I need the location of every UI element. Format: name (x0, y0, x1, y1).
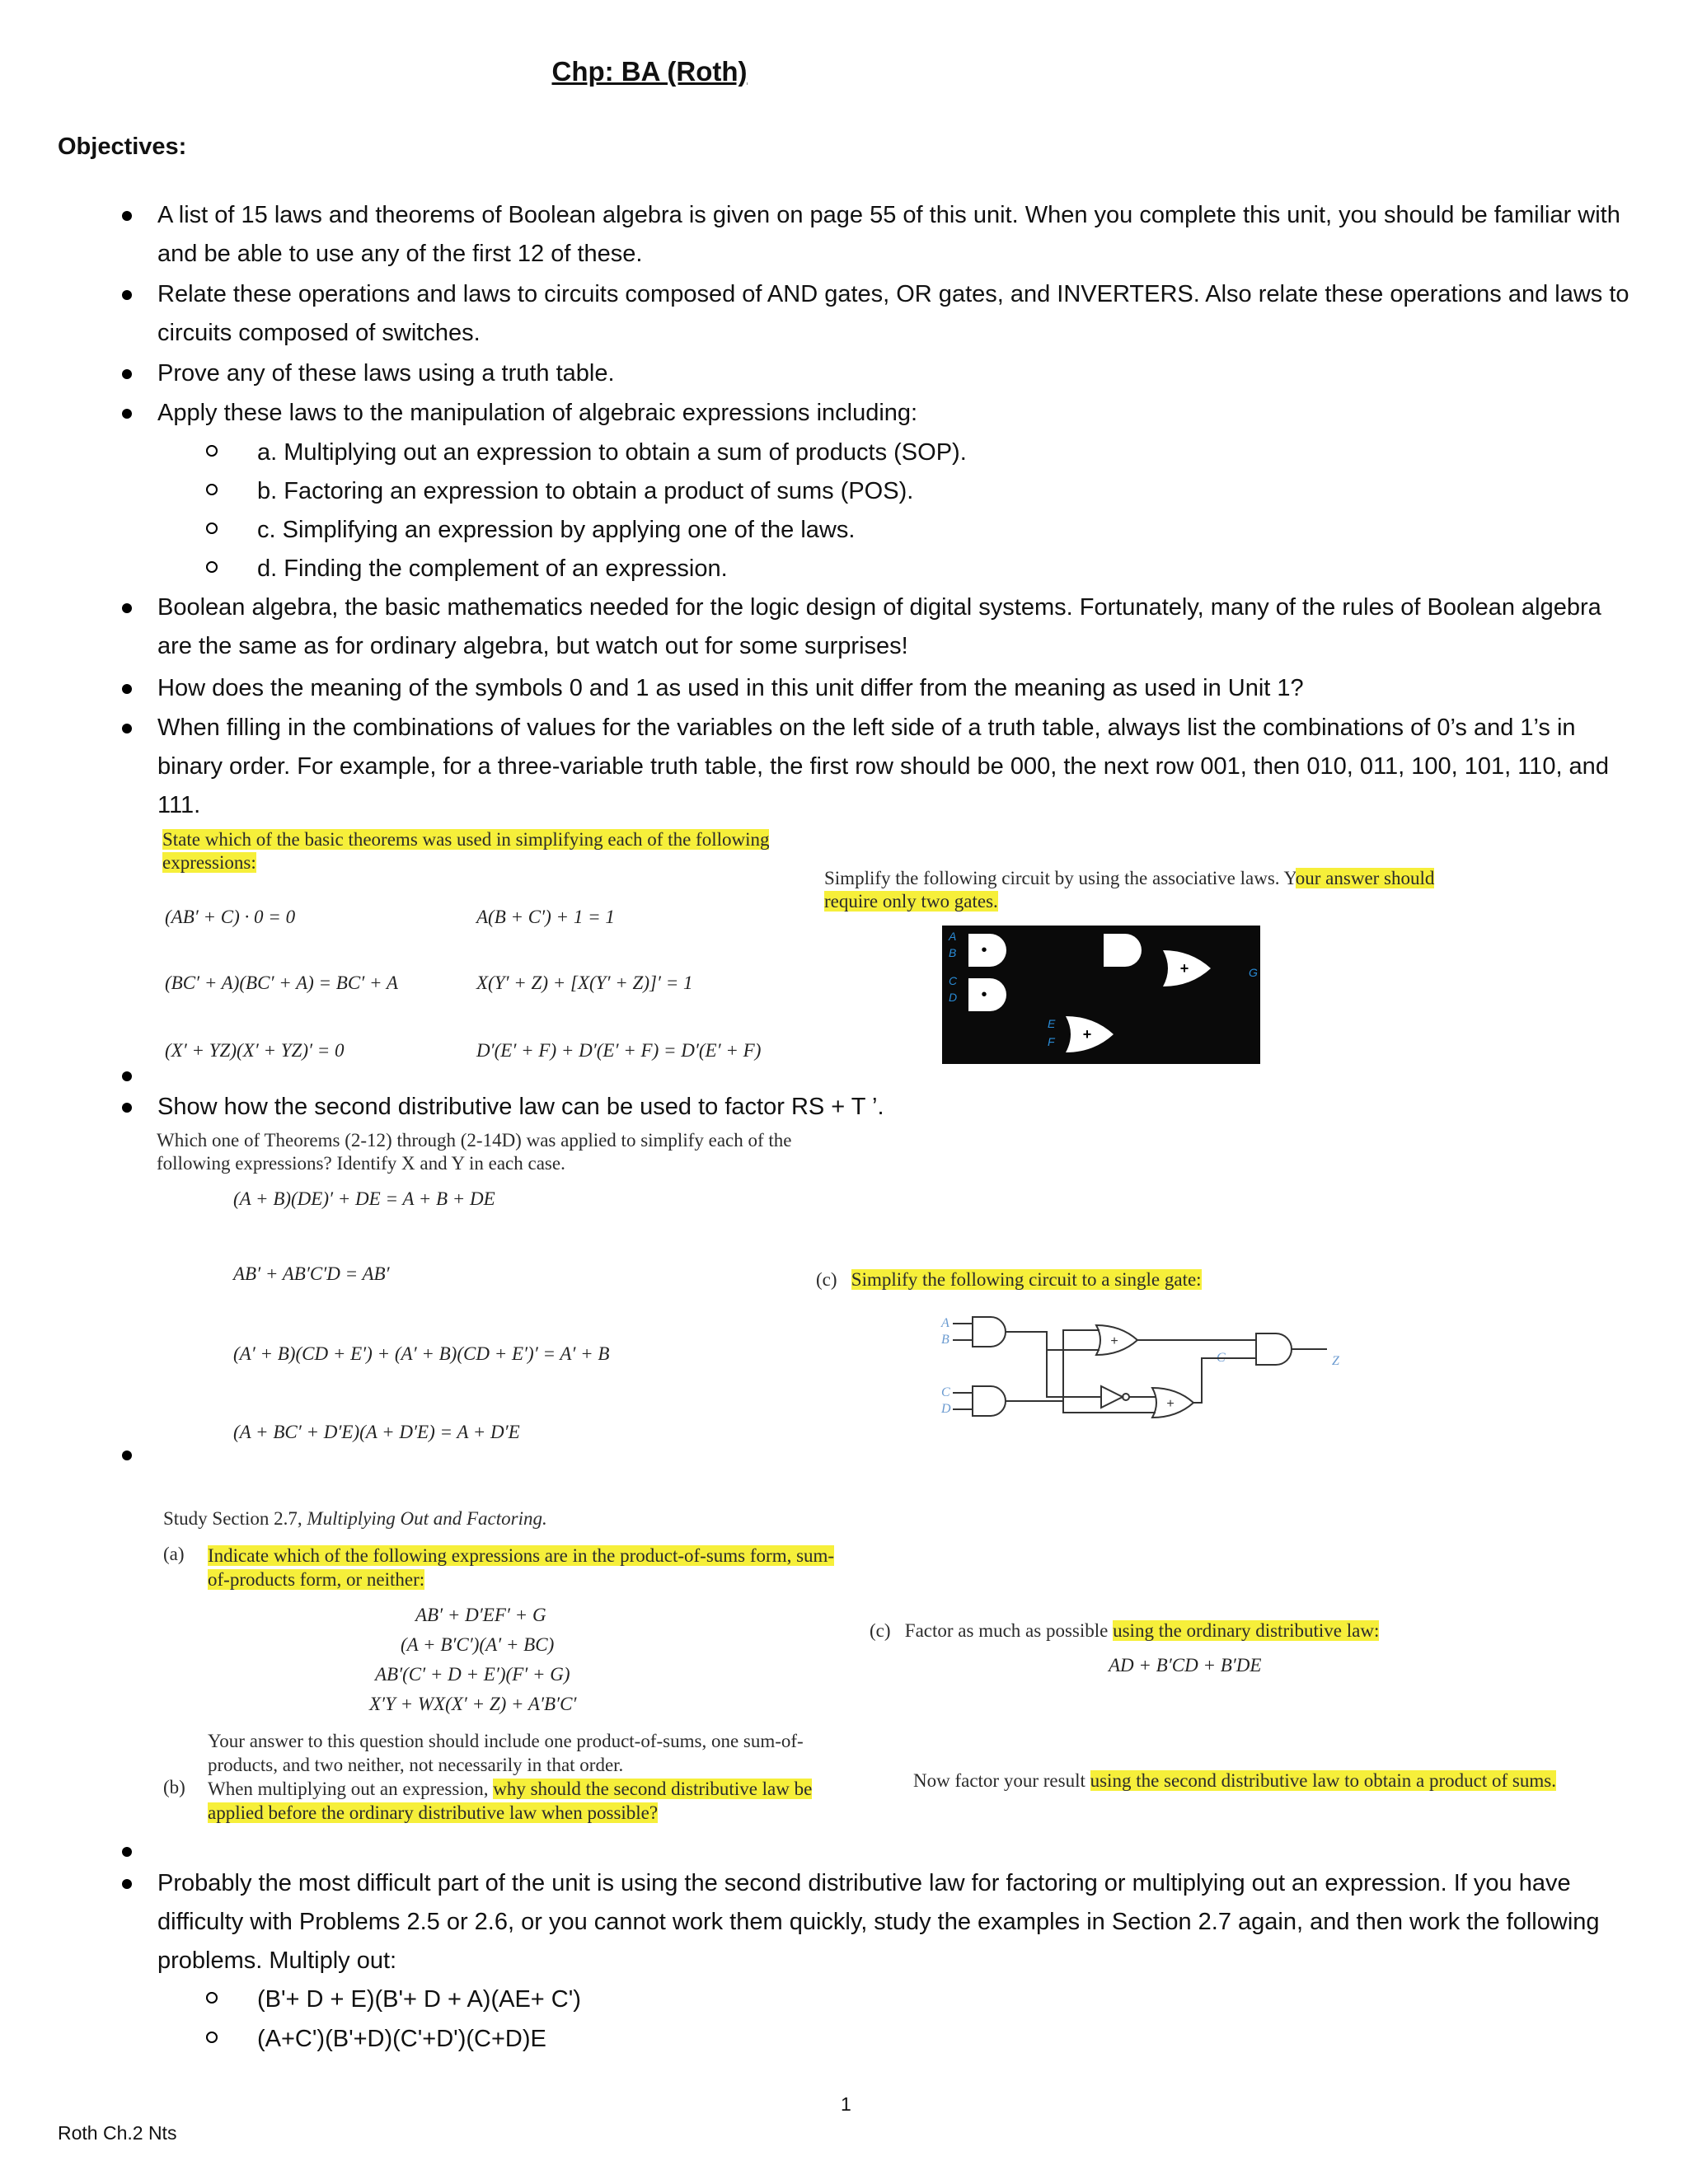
part-label: (c) (816, 1269, 837, 1290)
expression: AB′(C′ + D + E′)(F′ + G) (375, 1664, 570, 1685)
circuit-prompt-highlight: Simplify the following circuit to a single gate: (851, 1269, 1202, 1290)
part-c-text: Factor as much as possible (904, 1620, 1114, 1641)
bullet-text: Show how the second distributive law can be used to factor RS + T ’. (157, 1094, 884, 1120)
sub-item-text: d. Finding the complement of an expression. (257, 555, 728, 582)
input-label: A (941, 1316, 950, 1330)
factor-highlight: using the second distributive law to obtain a product of sums. (1090, 1770, 1556, 1791)
expression: AD + B′CD + B′DE (1109, 1655, 1262, 1675)
input-label: C (1217, 1351, 1226, 1365)
and-gate-icon (968, 934, 1006, 967)
part-c-highlight: using the ordinary distributive law: (1113, 1620, 1380, 1641)
factor-text: Now factor your result (913, 1770, 1090, 1791)
bullet-text: Relate these operations and laws to circuits composed of AND gates, OR gates, and INVERTERS. Also relate these operations and laws to circuits composed of switches. (157, 281, 1629, 346)
output-label: Z (1332, 1354, 1339, 1368)
expression: D′(E′ + F) + D′(E′ + F) = D′(E′ + F) (476, 1040, 762, 1061)
bullet-text: Prove any of these laws using a truth table. (157, 360, 615, 387)
bullet-text: Boolean algebra, the basic mathematics needed for the logic design of digital systems. Fortunately, many of the rules of Boolean algebra are the same as for ordinary algebra, but watch out for some surprises! (157, 594, 1601, 659)
bullet-icon (122, 724, 132, 733)
svg-text:+: + (1166, 1397, 1175, 1411)
sub-item-text: (B'+ D + E)(B'+ D + A)(AE+ C') (257, 1986, 581, 2013)
input-label: F (1048, 1035, 1055, 1048)
objectives-heading: Objectives: (58, 134, 187, 160)
part-label: (a) (163, 1544, 185, 1564)
sub-item-text: (A+C')(B'+D)(C'+D')(C+D)E (257, 2026, 546, 2052)
input-label: D (941, 1402, 951, 1416)
input-label: D (949, 991, 958, 1004)
and-gate-icon (973, 1317, 1006, 1347)
part-label: (c) (870, 1620, 891, 1641)
sub-item-text: c. Simplifying an expression by applying one of the laws. (257, 517, 856, 543)
page-footer: Roth Ch.2 Nts (58, 2122, 177, 2144)
bullet-icon (122, 1879, 132, 1889)
prompt-text: Which one of Theorems (2-12) through (2-14D) was applied to simplify each of the following expressions? Identify X and Y in each case. (157, 1130, 792, 1174)
expression: (AB′ + C) · 0 = 0 (165, 907, 296, 927)
input-label: B (949, 946, 957, 959)
expression: A(B + C′) + 1 = 1 (476, 907, 615, 927)
part-b-text: When multiplying out an expression, (208, 1779, 494, 1799)
bullet-icon (122, 290, 132, 300)
input-label: C (941, 1385, 950, 1399)
bullet-text: Probably the most difficult part of the unit is using the second distributive law for factoring or multiplying out an expression. If you have difficulty with Problems 2.5 or 2.6, or you cannot work them quickly, study the examples in Section 2.7 again, and then work the following problems. Multiply out: (157, 1870, 1600, 1974)
bullet-text: When filling in the combinations of values for the variables on the left side of a truth table, always list the combinations of 0’s and 1’s in binary order. For example, for a three-variable truth table, the first row should be 000, the next row 001, then 010, 011, 100, 101, 110, and 111. (157, 715, 1609, 818)
and-gate-icon (1256, 1333, 1292, 1365)
svg-text:+: + (1110, 1334, 1118, 1348)
bullet-icon (122, 211, 132, 221)
output-label: G (1249, 966, 1258, 979)
prompt-highlighted-text: State which of the basic theorems was used in simplifying each of the following expressions: (162, 829, 770, 873)
circuit-diagram-single-gate (940, 1310, 1352, 1442)
bullet-icon (122, 1451, 132, 1460)
expression: AB′ + AB′C′D = AB′ (233, 1263, 390, 1284)
page-title: Chp: BA (Roth) (551, 56, 748, 87)
expression: AB′ + D′EF′ + G (415, 1605, 546, 1625)
input-label: C (949, 974, 958, 987)
or-symbol: + (1179, 960, 1189, 977)
bullet-icon (122, 409, 132, 419)
and-symbol: • (981, 941, 987, 959)
part-label: (b) (163, 1777, 185, 1797)
bullet-icon (122, 369, 132, 379)
and-gate-icon (968, 978, 1006, 1011)
circle-bullet-icon (206, 2032, 218, 2043)
page-number: 1 (841, 2093, 851, 2115)
study-text: Study Section 2.7, (163, 1508, 307, 1529)
bullet-icon (122, 1847, 132, 1857)
sub-item-text: b. Factoring an expression to obtain a product of sums (POS). (257, 478, 914, 504)
expression: (A + B′C′)(A′ + BC) (401, 1634, 555, 1655)
circuit-prompt-text: Simplify the following circuit by using the associative laws. Y (824, 868, 1296, 888)
expression: (A + B)(DE)′ + DE = A + B + DE (233, 1188, 495, 1209)
circle-bullet-icon (206, 523, 218, 534)
input-label: E (1048, 1017, 1056, 1030)
expression: (A + BC′ + D′E)(A + D′E) = A + D′E (233, 1422, 520, 1442)
and-symbol: • (981, 986, 987, 1004)
or-symbol: + (1082, 1026, 1092, 1043)
bullet-icon (122, 684, 132, 694)
circle-bullet-icon (206, 484, 218, 495)
circuit-prompt-highlight: our answer should require only two gates. (824, 868, 1435, 912)
circle-bullet-icon (206, 561, 218, 573)
expression: (BC′ + A)(BC′ + A) = BC′ + A (165, 972, 398, 993)
answer-note: Your answer to this question should include one product-of-sums, one sum-of-products, and two neither, not necessarily in that order. (208, 1731, 804, 1775)
part-b-highlight: why should the second distributive law be applied before the ordinary distributive law when possible? (208, 1779, 813, 1823)
and-gate-icon (1104, 934, 1142, 967)
expression: X′Y + WX(X′ + Z) + A′B′C′ (369, 1694, 577, 1714)
study-italic: Multiplying Out and Factoring. (307, 1508, 547, 1529)
sub-item-text: a. Multiplying out an expression to obtain a sum of products (SOP). (257, 439, 967, 466)
expression: X(Y′ + Z) + [X(Y′ + Z)]′ = 1 (476, 972, 693, 993)
circuit-diagram-associative (942, 926, 1260, 1064)
circle-bullet-icon (206, 1992, 218, 2004)
bullet-text: Apply these laws to the manipulation of algebraic expressions including: (157, 400, 918, 426)
circle-bullet-icon (206, 445, 218, 457)
bullet-text: How does the meaning of the symbols 0 and 1 as used in this unit differ from the meaning as used in Unit 1? (157, 675, 1304, 701)
bullet-icon (122, 1071, 132, 1081)
bullet-icon (122, 603, 132, 613)
input-label: B (941, 1333, 950, 1347)
inverter-gate-icon (1101, 1386, 1123, 1408)
and-gate-icon (973, 1386, 1006, 1416)
expression: (A′ + B)(CD + E′) + (A′ + B)(CD + E′)′ = A′ + B (233, 1343, 610, 1364)
bullet-text: A list of 15 laws and theorems of Boolean algebra is given on page 55 of this unit. When you complete this unit, you should be familiar with and be able to use any of the first 12 of these. (157, 202, 1620, 267)
bullet-icon (122, 1103, 132, 1113)
input-label: A (949, 930, 957, 943)
part-a-highlight: Indicate which of the following expressions are in the product-of-sums form, sum-of-products form, or neither: (208, 1545, 835, 1590)
expression: (X′ + YZ)(X′ + YZ)′ = 0 (165, 1040, 345, 1061)
